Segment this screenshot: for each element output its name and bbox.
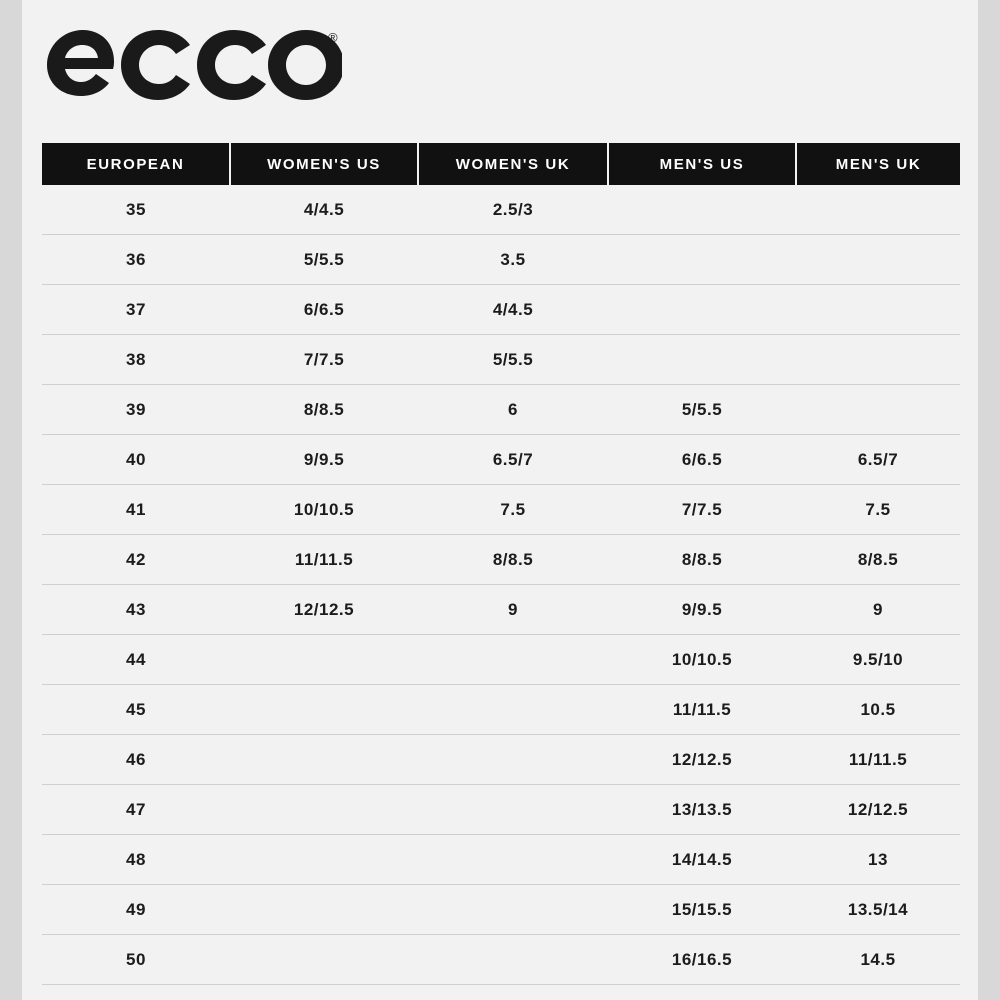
cell-mens-us: [608, 285, 796, 335]
cell-mens-uk: [796, 185, 960, 235]
table-body: [42, 185, 960, 985]
cell-european: 41: [42, 485, 230, 535]
table-row: [42, 185, 960, 235]
table-row: [42, 435, 960, 485]
cell-womens-uk: [418, 885, 608, 935]
shoe-size-table: [42, 143, 960, 985]
cell-womens-us: 7/7.5: [230, 335, 418, 385]
cell-womens-uk: [418, 785, 608, 835]
column-header-mens-us: MEN'S US: [608, 143, 796, 185]
ecco-logo-icon: [42, 18, 342, 108]
cell-mens-uk: 14.5: [796, 935, 960, 985]
table-row: [42, 485, 960, 535]
cell-womens-us: [230, 935, 418, 985]
table-row: [42, 235, 960, 285]
cell-mens-us: 5/5.5: [608, 385, 796, 435]
cell-womens-us: 6/6.5: [230, 285, 418, 335]
cell-womens-us: 10/10.5: [230, 485, 418, 535]
cell-mens-uk: 11/11.5: [796, 735, 960, 785]
cell-european: 50: [42, 935, 230, 985]
brand-logo: [42, 18, 362, 118]
cell-european: 37: [42, 285, 230, 335]
cell-mens-us: 14/14.5: [608, 835, 796, 885]
cell-mens-uk: 12/12.5: [796, 785, 960, 835]
column-header-european: EUROPEAN: [42, 143, 230, 185]
cell-mens-us: 6/6.5: [608, 435, 796, 485]
cell-womens-uk: [418, 935, 608, 985]
cell-european: 39: [42, 385, 230, 435]
cell-european: 35: [42, 185, 230, 235]
cell-mens-us: 16/16.5: [608, 935, 796, 985]
cell-mens-uk: 13: [796, 835, 960, 885]
cell-european: 47: [42, 785, 230, 835]
table-row: [42, 885, 960, 935]
cell-mens-us: 13/13.5: [608, 785, 796, 835]
cell-european: 44: [42, 635, 230, 685]
table-row: [42, 585, 960, 635]
table-row: [42, 835, 960, 885]
cell-mens-us: 9/9.5: [608, 585, 796, 635]
cell-mens-us: [608, 235, 796, 285]
cell-womens-us: [230, 685, 418, 735]
cell-womens-uk: 3.5: [418, 235, 608, 285]
cell-womens-uk: 6: [418, 385, 608, 435]
cell-european: 38: [42, 335, 230, 385]
cell-womens-uk: 6.5/7: [418, 435, 608, 485]
column-header-womens-uk: WOMEN'S UK: [418, 143, 608, 185]
cell-womens-us: 11/11.5: [230, 535, 418, 585]
cell-womens-uk: 4/4.5: [418, 285, 608, 335]
cell-mens-us: 10/10.5: [608, 635, 796, 685]
table-row: [42, 935, 960, 985]
cell-womens-uk: [418, 835, 608, 885]
cell-mens-uk: 9.5/10: [796, 635, 960, 685]
cell-mens-us: 7/7.5: [608, 485, 796, 535]
cell-womens-uk: 8/8.5: [418, 535, 608, 585]
cell-womens-uk: 7.5: [418, 485, 608, 535]
cell-mens-uk: 9: [796, 585, 960, 635]
size-chart-page: [22, 0, 978, 1000]
cell-mens-uk: 6.5/7: [796, 435, 960, 485]
cell-womens-us: [230, 835, 418, 885]
cell-womens-us: 9/9.5: [230, 435, 418, 485]
column-header-mens-uk: MEN'S UK: [796, 143, 960, 185]
table-row: [42, 785, 960, 835]
cell-mens-us: 15/15.5: [608, 885, 796, 935]
cell-womens-uk: [418, 685, 608, 735]
table-row: [42, 335, 960, 385]
cell-european: 43: [42, 585, 230, 635]
cell-european: 45: [42, 685, 230, 735]
cell-mens-uk: [796, 335, 960, 385]
table-row: [42, 535, 960, 585]
cell-mens-uk: [796, 285, 960, 335]
cell-womens-us: 12/12.5: [230, 585, 418, 635]
cell-womens-us: [230, 885, 418, 935]
cell-womens-uk: 2.5/3: [418, 185, 608, 235]
cell-mens-us: [608, 185, 796, 235]
cell-mens-uk: [796, 235, 960, 285]
cell-mens-uk: 13.5/14: [796, 885, 960, 935]
cell-womens-us: [230, 785, 418, 835]
cell-european: 49: [42, 885, 230, 935]
cell-mens-us: [608, 335, 796, 385]
cell-womens-uk: 5/5.5: [418, 335, 608, 385]
cell-european: 40: [42, 435, 230, 485]
cell-womens-us: [230, 735, 418, 785]
cell-mens-us: 8/8.5: [608, 535, 796, 585]
registered-trademark-symbol: ®: [328, 30, 338, 45]
cell-mens-us: 11/11.5: [608, 685, 796, 735]
table-row: [42, 285, 960, 335]
cell-mens-uk: 7.5: [796, 485, 960, 535]
cell-mens-us: 12/12.5: [608, 735, 796, 785]
cell-mens-uk: 10.5: [796, 685, 960, 735]
cell-womens-uk: 9: [418, 585, 608, 635]
cell-womens-us: [230, 635, 418, 685]
table-row: [42, 635, 960, 685]
cell-european: 36: [42, 235, 230, 285]
column-header-womens-us: WOMEN'S US: [230, 143, 418, 185]
cell-mens-uk: [796, 385, 960, 435]
cell-european: 42: [42, 535, 230, 585]
cell-european: 48: [42, 835, 230, 885]
cell-mens-uk: 8/8.5: [796, 535, 960, 585]
cell-womens-us: 8/8.5: [230, 385, 418, 435]
table-header-row: [42, 143, 960, 185]
cell-womens-uk: [418, 735, 608, 785]
cell-european: 46: [42, 735, 230, 785]
cell-womens-uk: [418, 635, 608, 685]
cell-womens-us: 4/4.5: [230, 185, 418, 235]
cell-womens-us: 5/5.5: [230, 235, 418, 285]
table-row: [42, 685, 960, 735]
table-row: [42, 735, 960, 785]
table-row: [42, 385, 960, 435]
